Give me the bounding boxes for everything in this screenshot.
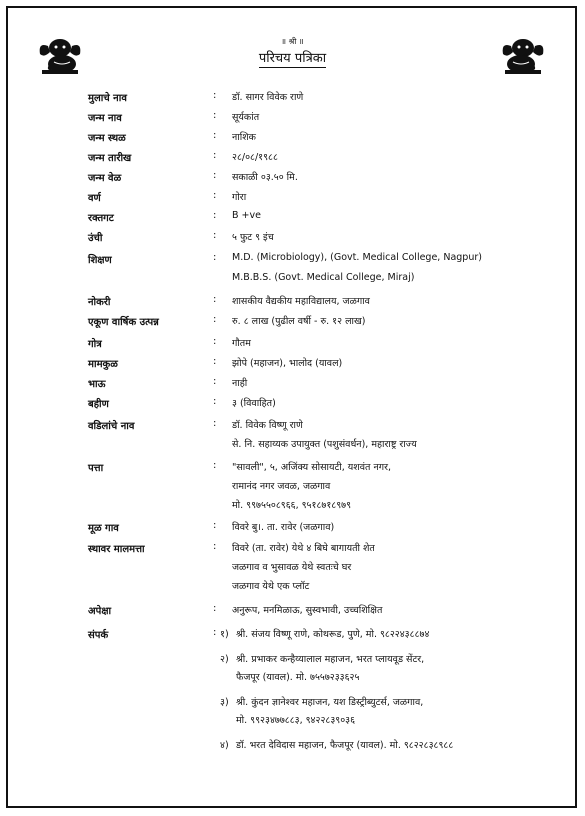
field-value: २८/०८/१९८८ [232,152,278,163]
field-value: सकाळी ०३.५० मि. [232,172,298,183]
contact-line: श्री. संजय विष्णू राणे, कोथरूड, पुणे, मो. ९८२२४३८८७४ [236,629,430,640]
field-row [0,603,585,621]
field-label: उंची [88,233,103,244]
contact-row-continued [0,713,585,731]
field-row [0,356,585,374]
field-colon: : [213,230,217,241]
field-row [0,150,585,168]
field-colon: : [213,190,217,201]
field-label: रक्तगट [88,213,114,224]
field-value: विवरे बु।. ता. रावेर (जळगाव) [232,522,335,533]
field-label: जन्म वेळ [88,173,122,184]
field-colon: : [213,252,217,263]
contact-line: श्री. प्रभाकर कन्हैय्यालाल महाजन, भरत प्लायवूड सेंटर, [236,654,425,665]
field-label: बहीण [88,399,109,410]
field-row [0,336,585,354]
field-row [0,210,585,228]
field-value: अनुरूप, मनमिळाऊ, सुस्वभावी, उच्चशिक्षित [232,605,383,616]
field-label: भाऊ [88,379,106,390]
field-colon: : [213,541,217,552]
field-label: शिक्षण [88,255,112,266]
field-colon: : [213,110,217,121]
field-row-continued [0,437,585,455]
contact-number: ३) [220,697,229,708]
field-label: पत्ता [88,463,104,474]
field-row [0,460,585,478]
field-label: जन्म तारीख [88,153,132,164]
contact-row-continued [0,670,585,688]
field-value: जळगाव येथे एक प्लॉट [232,581,310,592]
contact-line: श्री. कुंदन ज्ञानेश्वर महाजन, यश डिस्ट्रीब्युटर्स, जळगाव, [236,697,424,708]
field-colon: : [213,314,217,325]
field-colon: : [213,376,217,387]
field-row [0,230,585,248]
field-row-continued [0,272,585,290]
field-row [0,376,585,394]
field-row [0,110,585,128]
field-colon: : [213,294,217,305]
field-row-continued [0,479,585,497]
field-row [0,190,585,208]
field-colon: : [213,603,217,614]
field-colon: : [213,418,217,429]
field-label: अपेक्षा [88,606,112,617]
field-value: ३ (विवाहित) [232,398,276,409]
contact-row [0,652,585,670]
field-value: शासकीय वैद्यकीय महाविद्यालय, जळगाव [232,296,370,307]
field-colon: : [213,170,217,181]
field-value: डॉ. सागर विवेक राणे [232,92,304,103]
field-label: मूळ गाव [88,523,119,534]
field-row [0,130,585,148]
field-row [0,541,585,559]
field-row [0,294,585,312]
page-title-text: परिचय पत्रिका [258,51,327,66]
contact-line: फैजपूर (यावल). मो. ७५५७२३३६२५ [236,672,360,683]
field-value: झोपे (महाजन), भालोद (यावल) [232,358,343,369]
field-value: रामानंद नगर जवळ, जळगाव [232,481,331,492]
contacts-row [0,627,585,645]
field-colon: : [213,210,217,221]
field-colon: : [213,90,217,101]
field-label: वर्ण [88,193,101,204]
field-row [0,520,585,538]
field-value: रु. ८ लाख (पुढील वर्षी - रु. १२ लाख) [232,316,366,327]
contacts-label: संपर्क [88,630,109,641]
field-value: सूर्यकांत [232,112,260,123]
contact-number: २) [220,654,229,665]
contact-line: डॉ. भरत देविदास महाजन, फैजपूर (यावल). मो. ९८२२८३८९८८ [236,740,454,751]
field-label: जन्म नाव [88,113,122,124]
field-value: M.D. (Microbiology), (Govt. Medical College, Nagpur) [232,252,482,263]
field-row [0,396,585,414]
field-colon: : [213,356,217,367]
field-row [0,90,585,108]
field-label: वडिलांचे नाव [88,421,135,432]
shri-mark: ॥ श्री ॥ [281,37,304,46]
field-row-continued [0,579,585,597]
field-colon: : [213,460,217,471]
field-label: मुलाचे नाव [88,93,127,104]
contact-row [0,738,585,756]
field-label: जन्म स्थळ [88,133,126,144]
field-value: "सावली", ५, अजिंक्य सोसायटी, यशवंत नगर, [232,462,391,473]
field-row-continued [0,498,585,516]
field-colon: : [213,396,217,407]
field-label: स्थावर मालमत्ता [88,544,145,555]
field-value: गोरा [232,192,247,203]
field-row [0,314,585,332]
field-row [0,252,585,270]
field-colon: : [213,130,217,141]
field-row-continued [0,560,585,578]
field-value: ५ फुट ९ इंच [232,232,274,243]
field-row [0,418,585,436]
contact-number: ४) [220,740,229,751]
field-value: गौतम [232,338,251,349]
page-title [0,48,585,66]
contact-row [0,695,585,713]
field-value: M.B.B.S. (Govt. Medical College, Miraj) [232,272,415,283]
field-value: B +ve [232,210,261,221]
contact-number: १) [220,629,229,640]
field-row [0,170,585,188]
field-colon: : [213,520,217,531]
field-colon: : [213,336,217,347]
field-label: गोत्र [88,339,102,350]
contact-line: मो. ९९२३४७७८८३, ९४२२८३९०३६ [236,715,356,726]
field-value: से. नि. सहाय्यक उपायुक्त (पशुसंवर्धन), महाराष्ट्र राज्य [232,439,417,450]
field-label: नोकरी [88,297,111,308]
field-colon: : [213,150,217,161]
contacts-colon: : [213,627,217,638]
field-value: नाशिक [232,132,256,143]
field-label: एकूण वार्षिक उत्पन्न [88,317,159,328]
field-value: विवरे (ता. रावेर) येथे ४ बिघे बागायती शेत [232,543,375,554]
field-value: मो. ९९७५५०८९६६, ९५१८७१८९७९ [232,500,352,511]
field-value: डॉ. विवेक विष्णू राणे [232,420,303,431]
field-label: मामकुळ [88,359,118,370]
field-value: नाही [232,378,248,389]
field-value: जळगाव व भुसावळ येथे स्वतःचे घर [232,562,352,573]
